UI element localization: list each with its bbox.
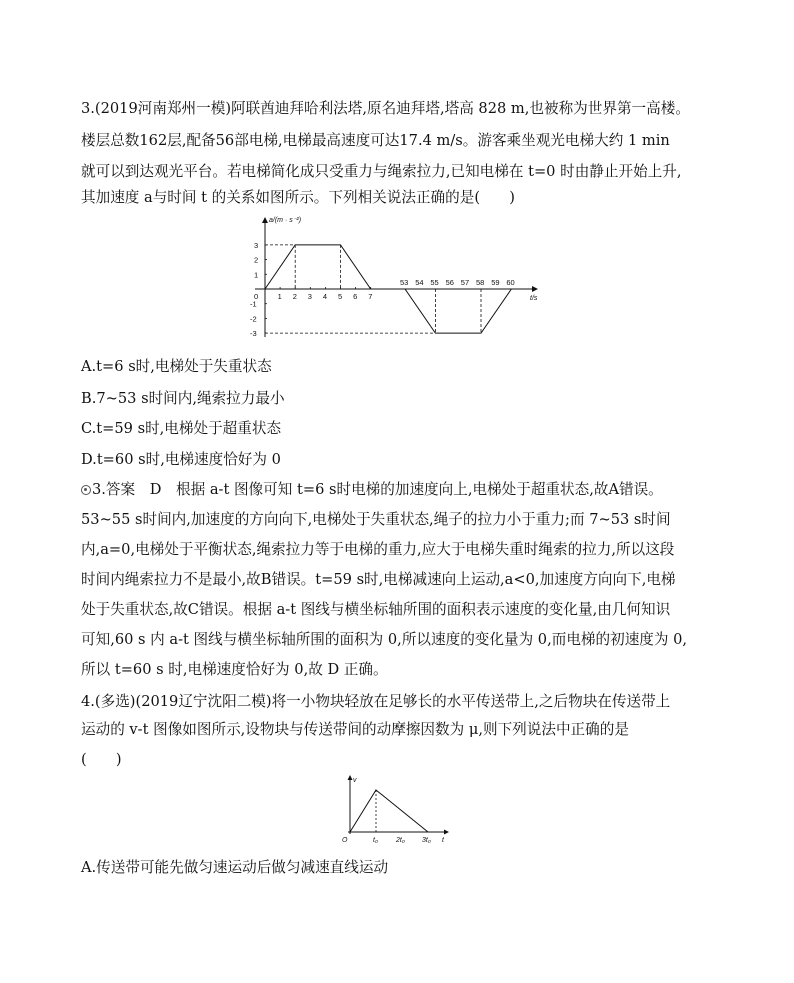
at-x-tick-label: 54 xyxy=(415,278,424,287)
q3-option-c: C.t=59 s时,电梯处于超重状态 xyxy=(81,420,282,437)
q4-line-3: ( ) xyxy=(81,751,122,768)
answer3-line-1: 3.答案 D 根据 a-t 图像可知 t=6 s时电梯的加速度向上,电梯处于超重状态,故A错误。 xyxy=(81,480,663,500)
at-x-tick-label: 1 xyxy=(277,292,282,301)
at-x-tick-label: 6 xyxy=(353,292,358,301)
q4-option-a: A.传送带可能先做匀速运动后做匀减速直线运动 xyxy=(81,859,389,876)
q4-line-2: 运动的 v-t 图像如图所示,设物块与传送带间的动摩擦因数为 μ,则下列说法中正确的是 xyxy=(81,721,629,738)
vt-x-tick-label: 3t₀ xyxy=(422,837,431,844)
answer3-line-3: 内,a=0,电梯处于平衡状态,绳索拉力等于电梯的重力,应大于电梯失重时绳索的拉力,所以这段 xyxy=(81,541,675,558)
at-x-tick-label: 4 xyxy=(322,292,328,301)
at-y-tick-label: 2 xyxy=(254,255,259,265)
at-y-tick-label: 0 xyxy=(254,292,259,301)
at-x-tick-label: 57 xyxy=(460,278,470,287)
answer3-line-6: 可知,60 s 内 a-t 图线与横坐标轴所围的面积为 0,所以速度的变化量为 0,而电梯的初速度为 0, xyxy=(81,631,688,648)
at-xlabel: t/s xyxy=(530,295,538,302)
at-x-tick-label: 55 xyxy=(430,278,439,287)
vt-origin: O xyxy=(342,837,348,844)
at-x-tick-label: 53 xyxy=(400,278,409,287)
q3-option-d: D.t=60 s时,电梯速度恰好为 0 xyxy=(81,451,281,468)
at-x-tick-label: 7 xyxy=(368,292,373,301)
at-x-tick-label: 58 xyxy=(476,278,485,287)
answer3-line-5: 处于失重状态,故C错误。根据 a-t 图线与横坐标轴所围的面积表示速度的变化量,由几何知识 xyxy=(81,601,671,618)
q3-line-2: 楼层总数162层,配备56部电梯,电梯最高速度可达17.4 m/s。游客乘坐观光电梯大约 1 min xyxy=(81,132,670,149)
at-y-tick-label: -3 xyxy=(250,329,257,339)
at-graph xyxy=(245,212,545,342)
at-x-tick-label: 3 xyxy=(307,292,312,301)
at-x-tick-label: 60 xyxy=(506,278,515,287)
at-x-tick-label: 2 xyxy=(292,292,297,301)
vt-ylabel: v xyxy=(353,777,357,784)
at-x-tick-label: 5 xyxy=(338,292,343,301)
answer3-line-7: 所以 t=60 s 时,电梯速度恰好为 0,故 D 正确。 xyxy=(81,661,388,678)
q3-line-4: 其加速度 a与时间 t 的关系如图所示。下列相关说法正确的是( ) xyxy=(81,189,515,206)
at-y-tick-label: 1 xyxy=(254,270,259,280)
answer3-line-4: 时间内绳索拉力不是最小,故B错误。t=59 s时,电梯减速向上运动,a<0,加速度方向向下,电梯 xyxy=(81,571,676,588)
answer3-line-2: 53~55 s时间内,加速度的方向向下,电梯处于失重状态,绳子的拉力小于重力;而 7~53 s时间 xyxy=(81,511,671,528)
vt-series-line xyxy=(350,790,428,832)
at-y-tick-label: -2 xyxy=(250,314,257,324)
at-ylabel: a/(m · s⁻²) xyxy=(269,217,302,224)
q3-line-1: 3.(2019河南郑州一模)阿联酋迪拜哈利法塔,原名迪拜塔,塔高 828 m,也被称为世界第一高楼。 xyxy=(81,100,690,117)
at-y-tick-label: -1 xyxy=(250,299,257,309)
vt-x-tick-label: t₀ xyxy=(373,837,378,844)
at-x-tick-label: 59 xyxy=(491,278,500,287)
vt-graph xyxy=(338,772,453,850)
q3-line-3: 就可以到达观光平台。若电梯简化成只受重力与绳索拉力,已知电梯在 t=0 时由静止开始上升, xyxy=(81,163,682,180)
q3-option-a: A.t=6 s时,电梯处于失重状态 xyxy=(81,358,272,375)
q3-option-b: B.7~53 s时间内,绳索拉力最小 xyxy=(81,390,285,407)
answer-marker-icon xyxy=(81,485,91,495)
vt-xlabel: t xyxy=(442,837,444,844)
vt-x-tick-label: 2t₀ xyxy=(396,837,405,844)
q4-line-1: 4.(多选)(2019辽宁沈阳二模)将一小物块轻放在足够长的水平传送带上,之后物块在传送带上 xyxy=(81,693,671,710)
at-x-tick-label: 56 xyxy=(445,278,454,287)
at-y-tick-label: 3 xyxy=(254,240,259,250)
